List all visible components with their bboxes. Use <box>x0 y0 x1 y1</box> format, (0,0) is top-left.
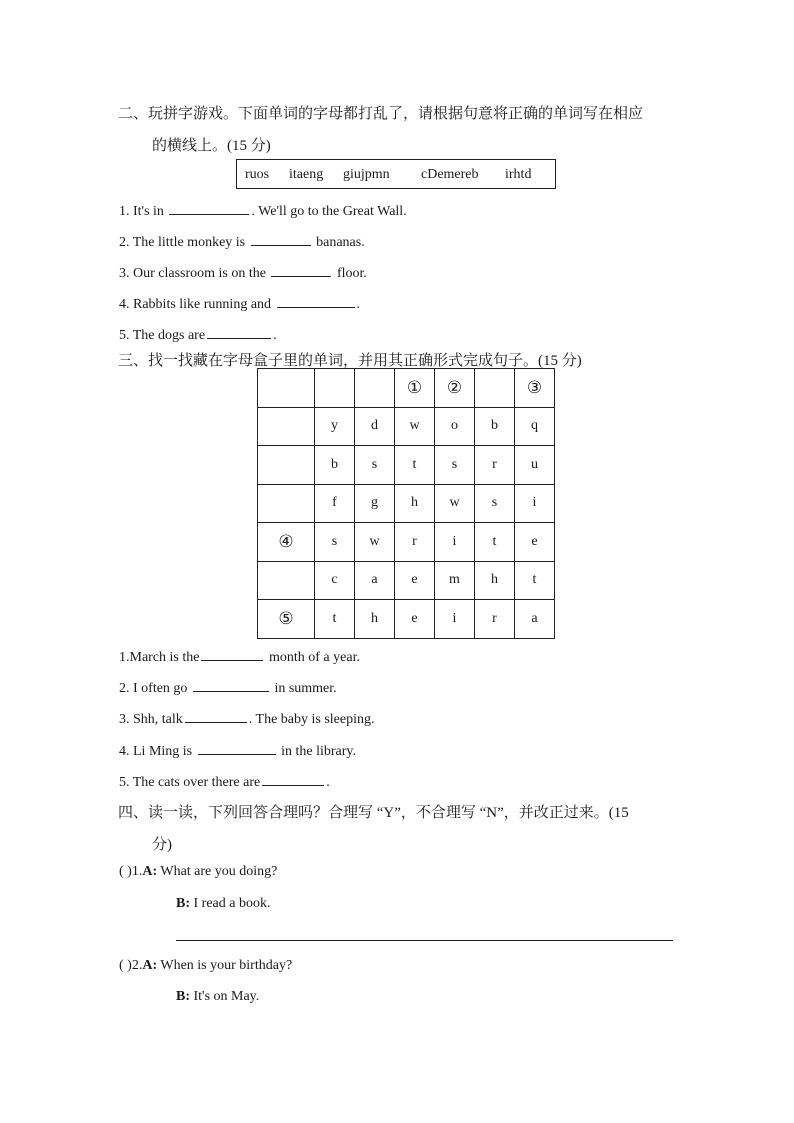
grid-cell: w <box>355 523 395 562</box>
grid-cell: ④ <box>258 523 315 562</box>
s4-item-1-question: ( )1.A: What are you doing? <box>119 864 278 879</box>
grid-cell <box>258 484 315 523</box>
grid-cell: ① <box>395 369 435 408</box>
grid-row <box>258 561 555 600</box>
grid-cell: s <box>355 446 395 485</box>
scrambled-word: cDemereb <box>421 167 479 182</box>
grid-cell: q <box>515 407 555 446</box>
grid-cell <box>258 446 315 485</box>
grid-row <box>258 484 555 523</box>
section2-title-line1: 二、玩拼字游戏。下面单词的字母都打乱了，请根据句意将正确的单词写在相应 <box>118 106 644 122</box>
grid-cell <box>258 369 315 408</box>
answer-blank[interactable] <box>201 646 263 661</box>
grid-cell: w <box>435 484 475 523</box>
grid-cell: w <box>395 407 435 446</box>
section3-title: 三、找一找藏在字母盒子里的单词，并用其正确形式完成句子。(15 分) <box>118 353 582 369</box>
scrambled-word-box <box>236 159 556 189</box>
grid-cell: t <box>515 561 555 600</box>
section4-title-line2: 分) <box>152 837 172 853</box>
s4-item-2-answer: B: It's on May. <box>176 989 260 1004</box>
grid-cell: e <box>395 600 435 639</box>
s2-sentence-5: 5. The dogs are . <box>119 324 277 344</box>
grid-row <box>258 407 555 446</box>
grid-cell <box>258 561 315 600</box>
grid-cell: h <box>475 561 515 600</box>
grid-cell: ⑤ <box>258 600 315 639</box>
grid-cell: d <box>355 407 395 446</box>
grid-row <box>258 446 555 485</box>
s3-sentence-5: 5. The cats over there are . <box>119 771 330 791</box>
grid-cell: s <box>475 484 515 523</box>
s3-sentence-2: 2. I often go in summer. <box>119 677 337 697</box>
grid-cell <box>355 369 395 408</box>
section4-title-line1: 四、读一读，下列回答合理吗？合理写 “Y”，不合理写 “N”，并改正过来。(15 <box>118 805 629 821</box>
grid-cell: ③ <box>515 369 555 408</box>
scrambled-word: itaeng <box>289 167 324 182</box>
grid-cell: r <box>475 600 515 639</box>
answer-blank[interactable] <box>262 771 324 786</box>
grid-cell: i <box>435 600 475 639</box>
grid-cell: t <box>315 600 355 639</box>
grid-cell: ② <box>435 369 475 408</box>
grid-cell <box>315 369 355 408</box>
grid-cell: t <box>475 523 515 562</box>
answer-blank[interactable] <box>185 708 247 723</box>
scrambled-word: ruos <box>245 167 270 182</box>
grid-cell: s <box>435 446 475 485</box>
answer-paren[interactable]: ( )2. <box>119 958 143 973</box>
letter-grid <box>257 368 555 639</box>
grid-cell: e <box>515 523 555 562</box>
grid-cell: o <box>435 407 475 446</box>
grid-cell: h <box>355 600 395 639</box>
answer-paren[interactable]: ( )1. <box>119 864 143 879</box>
grid-cell: i <box>515 484 555 523</box>
answer-blank[interactable] <box>198 740 276 755</box>
s3-sentence-1: 1.March is the month of a year. <box>119 646 360 666</box>
answer-blank[interactable] <box>193 677 269 692</box>
grid-cell: e <box>395 561 435 600</box>
s2-sentence-1: 1. It's in . We'll go to the Great Wall. <box>119 200 407 220</box>
grid-row <box>258 600 555 639</box>
scrambled-word: irhtd <box>505 167 532 182</box>
answer-blank[interactable] <box>251 231 311 246</box>
grid-row <box>258 523 555 562</box>
grid-cell: a <box>515 600 555 639</box>
scrambled-word: giujpmn <box>343 167 390 182</box>
answer-blank[interactable] <box>277 293 355 308</box>
s3-sentence-3: 3. Shh, talk . The baby is sleeping. <box>119 708 375 728</box>
grid-cell: s <box>315 523 355 562</box>
s4-item-2-question: ( )2.A: When is your birthday? <box>119 958 293 973</box>
grid-cell <box>475 369 515 408</box>
grid-cell: h <box>395 484 435 523</box>
grid-cell: b <box>475 407 515 446</box>
grid-cell: r <box>475 446 515 485</box>
s2-sentence-4: 4. Rabbits like running and . <box>119 293 360 313</box>
correction-line[interactable] <box>176 940 673 941</box>
grid-cell: y <box>315 407 355 446</box>
s2-sentence-2: 2. The little monkey is bananas. <box>119 231 365 251</box>
section2-title-line2: 的横线上。(15 分) <box>152 138 271 154</box>
grid-cell: b <box>315 446 355 485</box>
grid-cell: r <box>395 523 435 562</box>
answer-blank[interactable] <box>207 324 271 339</box>
answer-blank[interactable] <box>271 262 331 277</box>
grid-cell: u <box>515 446 555 485</box>
grid-cell: i <box>435 523 475 562</box>
grid-cell: g <box>355 484 395 523</box>
answer-blank[interactable] <box>169 200 249 215</box>
grid-cell <box>258 407 315 446</box>
s4-item-1-answer: B: I read a book. <box>176 896 271 911</box>
grid-cell: m <box>435 561 475 600</box>
s3-sentence-4: 4. Li Ming is in the library. <box>119 740 356 760</box>
grid-cell: f <box>315 484 355 523</box>
grid-cell: c <box>315 561 355 600</box>
grid-cell: t <box>395 446 435 485</box>
grid-cell: a <box>355 561 395 600</box>
s2-sentence-3: 3. Our classroom is on the floor. <box>119 262 367 282</box>
grid-row <box>258 369 555 408</box>
